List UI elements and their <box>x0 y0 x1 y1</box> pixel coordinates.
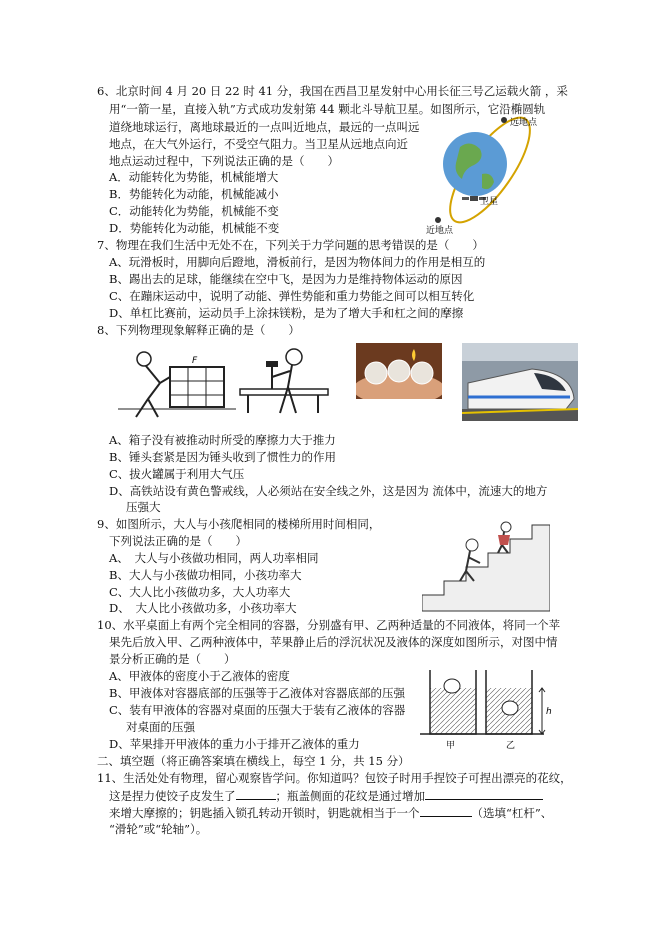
child-dress <box>498 535 510 545</box>
force-label: F <box>192 356 198 366</box>
section-2-title: 二、填空题（将正确答案填在横线上，每空 1 分，共 15 分） <box>97 754 410 768</box>
q11-line-3a: 来增大摩擦的；钥匙插入锁孔转动开锁时，钥匙就相当于一个 <box>109 806 420 820</box>
satellite-body <box>470 196 478 201</box>
q10-stem-line-3: 景分析正确的是（ ） <box>109 652 236 666</box>
q8-option-b: B、锤头套紧是因为锤头收到了惯性力的作用 <box>109 450 336 464</box>
apple-floating <box>444 679 460 693</box>
q10-stem-line-1: 10、水平桌面上有两个完全相同的容器，分别盛有甲、乙两种适量的不同液体，将同一个苹 <box>97 618 561 632</box>
q11-line-4: “滑轮”或“轮轴”）。 <box>109 822 208 836</box>
answer-blank-2[interactable] <box>425 788 543 800</box>
q9-option-c: C、大人比小孩做功多，大人功率大 <box>109 585 291 599</box>
q7-option-a: A、玩滑板时，用脚向后蹬地，滑板前行，是因为物体间力的作用是相互的 <box>109 255 486 269</box>
q6-option-d: D．势能转化为动能，机械能不变 <box>109 221 280 235</box>
q10-option-d: D、苹果排开甲液体的重力小于排开乙液体的重力 <box>109 737 360 751</box>
figure-push-box <box>118 343 236 423</box>
q6-stem-line-4: 地点，在大气外运行，不受空气阻力。当卫星从远地点向近 <box>109 137 408 151</box>
q9-stem-line-2: 下列说法正确的是（ ） <box>109 534 247 548</box>
q9-option-d: D、 大人比小孩做功多，小孩功率大 <box>109 601 297 615</box>
q6-option-a: A．动能转化为势能，机械能增大 <box>109 170 279 184</box>
label-jia: 甲 <box>446 741 456 751</box>
cup-2 <box>388 360 410 382</box>
near-point-label: 近地点 <box>426 226 454 236</box>
far-point-marker <box>501 117 507 123</box>
q9-stem-line-1: 9、如图所示，大人与小孩爬相同的楼梯所用时间相同， <box>97 517 381 531</box>
far-point-label: 远地点 <box>510 118 538 128</box>
q6-option-c: C．动能转化为势能，机械能不变 <box>109 204 279 218</box>
near-point-marker <box>435 217 441 223</box>
q6-stem-line-3: 道绕地球运行，离地球最近的一点叫近地点，最远的一点叫远 <box>109 120 420 134</box>
answer-blank-3[interactable] <box>420 805 472 817</box>
q11-line-2a: 这是捏力使饺子皮发生了 <box>109 789 236 803</box>
q6-stem-line-5: 地点运动过程中，下列说法正确的是（ ） <box>109 154 339 168</box>
q9-option-a: A、 大人与小孩做功相同，两人功率相同 <box>109 551 319 565</box>
q7-stem: 7、物理在我们生活中无处不在，下列关于力学问题的思考错误的是（ ） <box>97 238 484 252</box>
q11-line-3b: （选填“杠杆”、 <box>471 806 553 820</box>
q8-option-d-cont: 压强大 <box>126 500 161 514</box>
cup-3 <box>411 362 433 384</box>
q10-option-c-cont: 对桌面的压强 <box>126 720 195 734</box>
satellite-label: 卫星 <box>480 197 499 207</box>
hammer-head <box>266 361 278 367</box>
height-label: h <box>546 707 552 717</box>
heavy-box <box>170 367 224 407</box>
q10-option-b: B、甲液体对容器底部的压强等于乙液体对容器底部的压强 <box>109 686 405 700</box>
liquid-jia <box>430 688 476 734</box>
q7-option-b: B、踢出去的足球，能继续在空中飞，是因为力是维持物体运动的原因 <box>109 272 463 286</box>
q6-option-b: B．势能转化为动能，机械能减小 <box>109 187 279 201</box>
q10-stem-line-2: 果先后放入甲、乙两种液体中，苹果静止后的浮沉状况及液体的深度如图所示，对图中情 <box>109 635 558 649</box>
q8-option-c: C、拔火罐属于利用大气压 <box>109 467 245 481</box>
adult-head <box>466 539 478 551</box>
containers-figure <box>420 664 560 754</box>
photo-cupping <box>356 343 442 399</box>
q9-option-b: B、大人与小孩做功相同，小孩功率大 <box>109 568 302 582</box>
child-head <box>501 522 511 532</box>
satellite-panel-left <box>462 197 469 200</box>
q8-stem: 8、下列物理现象解释正确的是（ ） <box>97 323 300 337</box>
q6-stem-line-1: 6、北京时间 4 月 20 日 22 时 41 分，我国在西昌卫星发射中心用长征三号乙运载火箭 ，采 <box>97 84 568 98</box>
photo-high-speed-train <box>462 343 578 421</box>
q11-line-2b: ；瓶盖侧面的花纹是通过增加 <box>275 789 425 803</box>
staircase <box>422 525 550 611</box>
answer-blank-1[interactable] <box>236 788 276 800</box>
person-head <box>137 352 151 366</box>
q7-option-d: D、单杠比赛前，运动员手上涂抹镁粉，是为了增大手和杠之间的摩擦 <box>109 306 464 320</box>
satellite-orbit-figure <box>420 112 560 236</box>
q10-option-a: A、甲液体的密度小于乙液体的密度 <box>109 669 290 683</box>
cup-1 <box>365 362 387 384</box>
label-yi: 乙 <box>506 741 516 751</box>
q8-option-d: D、高铁站设有黄色警戒线，人必须站在安全线之外，这是因为 流体中，流速大的地方 <box>109 484 548 498</box>
bench-top <box>240 389 328 395</box>
q11-line-2 <box>109 788 543 803</box>
q11-line-1: 11、生活处处有物理，留心观察皆学问。你知道吗？包饺子时用手捏饺子可捏出漂亮的花纹， <box>97 771 572 785</box>
figure-hammer-bench <box>236 343 332 423</box>
q6-stem-line-2: 用“一箭一星，直接入轨”方式成功发射第 44 颗北斗导航卫星。如图所示，它沿椭圆轨 <box>109 102 546 116</box>
boy-head <box>286 349 302 365</box>
q10-option-c: C、装有甲液体的容器对桌面的压强大于装有乙液体的容器 <box>109 703 406 717</box>
stairs-figure <box>422 515 550 615</box>
q11-line-3 <box>109 805 552 820</box>
apple-suspended <box>502 701 518 715</box>
q7-option-c: C、在蹦床运动中，说明了动能、弹性势能和重力势能之间可以相互转化 <box>109 289 475 303</box>
q8-option-a: A、箱子没有被推动时所受的摩擦力大于推力 <box>109 433 336 447</box>
